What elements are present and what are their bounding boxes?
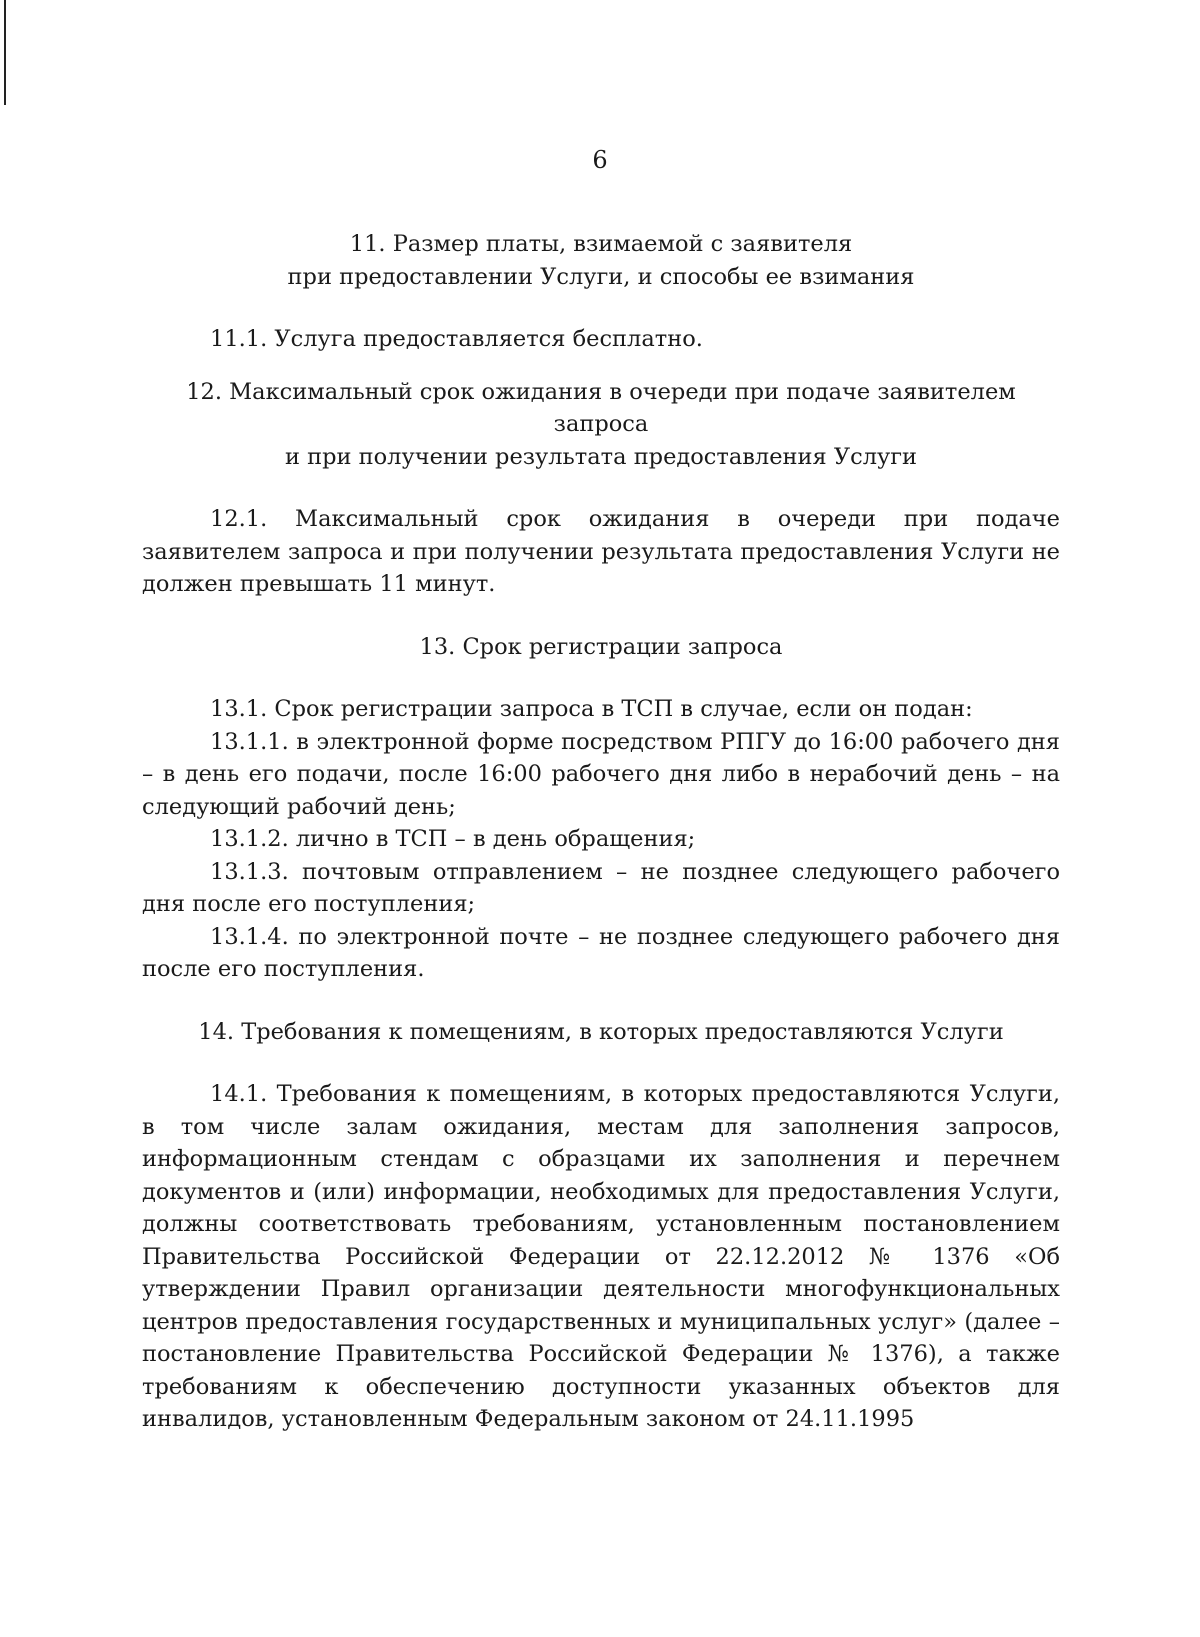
- section-12-heading-line1: 12. Максимальный срок ожидания в очереди при подаче заявителем запроса: [186, 378, 1016, 437]
- paragraph-14-1: 14.1. Требования к помещениям, в которых предоставляются Услуги, в том числе залам ожидания, местам для заполнения запросов, информационным стендам с образцами их заполнения и перечнем документов и (или) информации, необходимых для предоставления Услуги, должны соответствовать требованиям, установленным постановлением Правительства Российской Федерации от 22.12.2012 № 1376 «Об утверждении Правил организации деятельности многофункциональных центров предоставления государственных и муниципальных услуг» (далее – постановление Правительства Российской Федерации № 1376), а также требованиям к обеспечению доступности указанных объектов для инвалидов, установленным Федеральным законом от 24.11.1995: [142, 1081, 1060, 1432]
- paragraph-13-1-2: 13.1.2. лично в ТСП – в день обращения;: [210, 826, 696, 852]
- paragraph-13-1-1: 13.1.1. в электронной форме посредством РПГУ до 16:00 рабочего дня – в день его подачи, после 16:00 рабочего дня либо в нерабочий день – на следующий рабочий день;: [142, 728, 1060, 820]
- section-13-heading: 13. Срок регистрации запроса: [419, 633, 783, 660]
- section-11-heading-line1: 11. Размер платы, взимаемой с заявителя: [349, 231, 853, 257]
- document-body: [142, 228, 1060, 1436]
- paragraph-11-1: 11.1. Услуга предоставляется бесплатно.: [210, 326, 703, 352]
- section-12-heading-line2: и при получении результата предоставления Услуги: [284, 443, 918, 470]
- scan-edge-line: [4, 0, 6, 105]
- page-number: 6: [592, 146, 608, 174]
- section-11-heading-line2: при предоставлении Услуги, и способы ее взимания: [287, 263, 915, 290]
- paragraph-13-1: 13.1. Срок регистрации запроса в ТСП в случае, если он подан:: [210, 696, 973, 722]
- paragraph-13-1-4: 13.1.4. по электронной почте – не позднее следующего рабочего дня после его поступления.: [142, 923, 1060, 982]
- paragraph-12-1: 12.1. Максимальный срок ожидания в очереди при подаче заявителем запроса и при получении результата предоставления Услуги не должен превышать 11 минут.: [142, 506, 1060, 597]
- paragraph-13-1-3: 13.1.3. почтовым отправлением – не позднее следующего рабочего дня после его поступления;: [142, 858, 1060, 917]
- section-14-heading: 14. Требования к помещениям, в которых предоставляются Услуги: [198, 1018, 1004, 1045]
